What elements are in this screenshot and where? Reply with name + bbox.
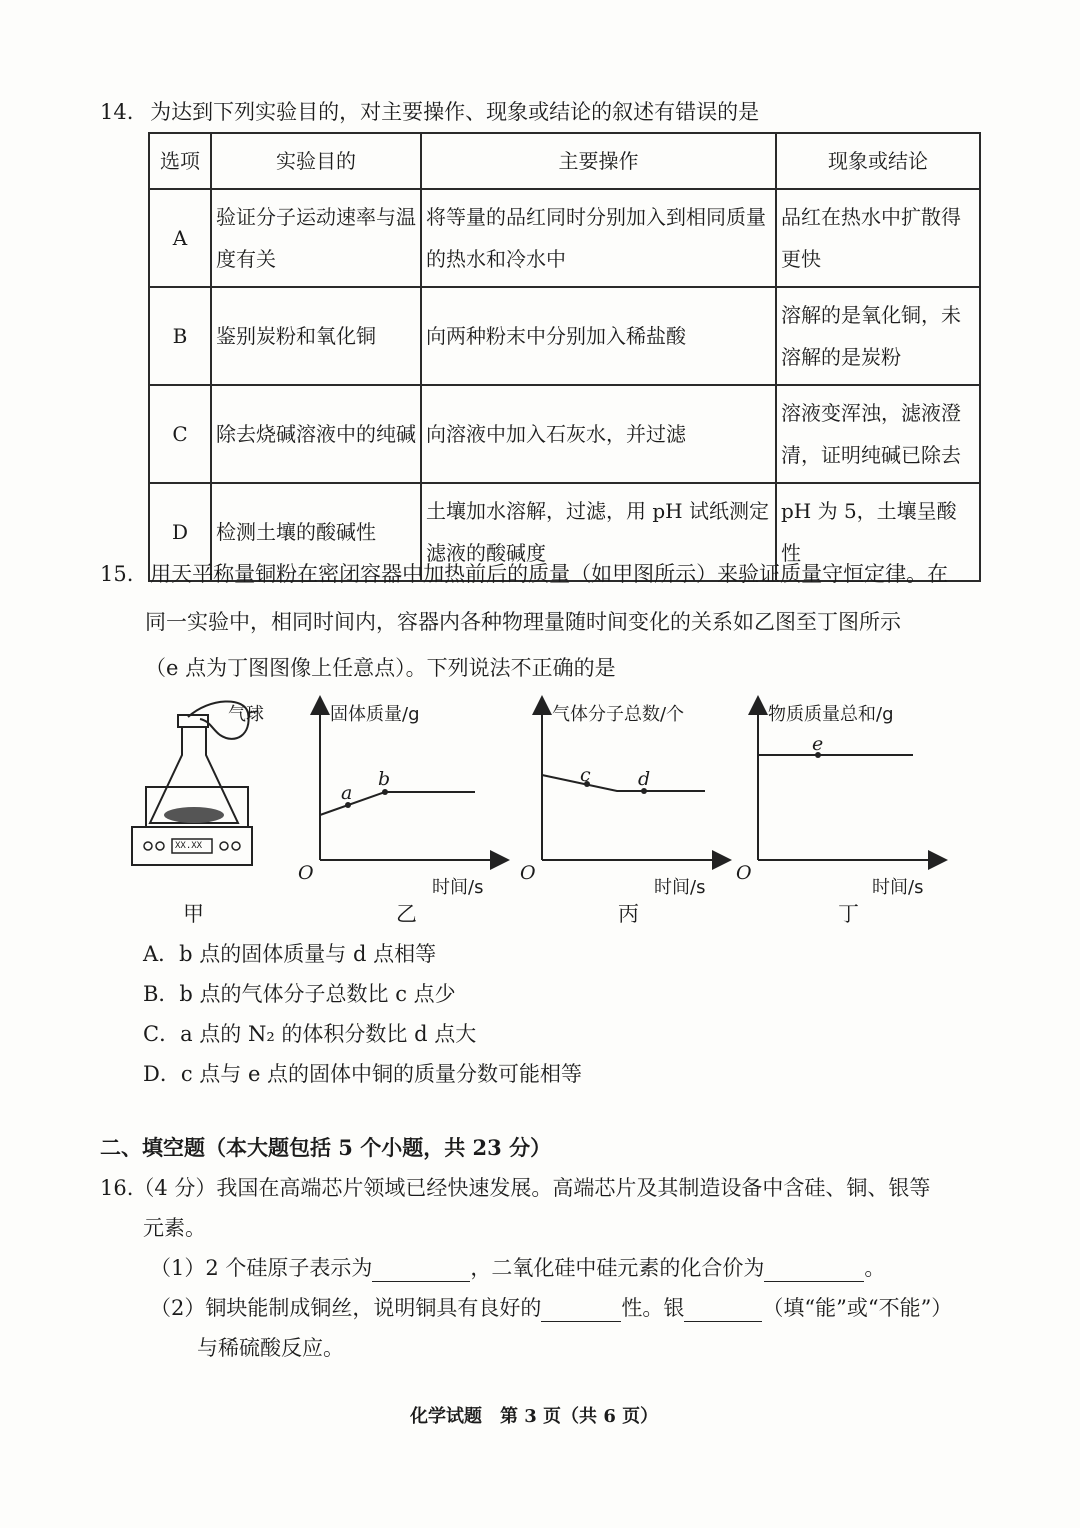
options-table	[148, 132, 981, 582]
row-option: B	[149, 287, 211, 385]
row-option: C	[149, 385, 211, 483]
row-result: pH 为 5，土壤呈酸性	[781, 499, 957, 565]
option-d: D．c 点与 e 点的固体中铜的质量分数可能相等	[143, 1062, 583, 1086]
row-result: 溶液变浑浊，滤液澄清，证明纯碱已除去	[781, 401, 961, 467]
yi-origin: O	[298, 862, 314, 884]
section-title: 二、填空题（本大题包括 5 个小题，共 23 分）	[100, 1135, 552, 1160]
question-number: 14.	[100, 100, 134, 124]
sub2-text-b: 性。银	[621, 1296, 685, 1320]
option-b: B．b 点的气体分子总数比 c 点少	[143, 982, 456, 1006]
sub2-text-c: （填“能”或“不能”）	[762, 1296, 953, 1320]
row-result: 溶解的是氧化铜，未溶解的是炭粉	[781, 303, 961, 369]
ding-ylabel: 物质质量总和/g	[768, 704, 894, 725]
bing-point-d-label: d	[638, 768, 651, 790]
question-stem-line1: 用天平称量铜粉在密闭容器中加热前后的质量（如甲图所示）来验证质量守恒定律。在	[150, 562, 949, 586]
sub1-text-b: ，二氧化硅中硅元素的化合价为	[470, 1256, 765, 1280]
row-goal: 验证分子运动速率与温度有关	[216, 205, 416, 271]
question-16-line1: 16.（4 分）我国在高端芯片领域已经快速发展。高端芯片及其制造设备中含硅、铜、银等	[100, 1176, 931, 1200]
bing-origin: O	[520, 862, 536, 884]
header-goal: 实验目的	[211, 133, 421, 189]
row-option: A	[149, 189, 211, 287]
answer-blank-1[interactable]	[372, 1260, 470, 1282]
copper-powder-icon	[164, 807, 224, 823]
question-stem-line2: 同一实验中，相同时间内，容器内各种物理量随时间变化的关系如乙图至丁图所示	[145, 610, 901, 634]
sub1-text-c: 。	[864, 1256, 886, 1280]
bing-xlabel: 时间/s	[654, 877, 706, 898]
header-result: 现象或结论	[776, 133, 980, 189]
header-option: 选项	[149, 133, 211, 189]
row-operation: 向两种粉末中分别加入稀盐酸	[426, 324, 686, 348]
yi-ylabel: 固体质量/g	[330, 704, 420, 725]
row-result: 品红在热水中扩散得更快	[781, 205, 961, 271]
bing-point-c-label: c	[580, 764, 591, 786]
option-c: C．a 点的 N₂ 的体积分数比 d 点大	[143, 1022, 477, 1046]
row-goal: 检测土壤的酸碱性	[216, 520, 376, 544]
sub1-text-a: （1）2 个硅原子表示为	[150, 1256, 373, 1280]
figure-label-bing: 丙	[618, 902, 639, 926]
header-operation: 主要操作	[421, 133, 776, 189]
question-16-sub2-cont: 与稀硫酸反应。	[197, 1336, 344, 1360]
question-number: 15.	[100, 562, 134, 586]
answer-blank-4[interactable]	[684, 1300, 762, 1322]
table-row	[149, 287, 980, 385]
table-row	[149, 189, 980, 287]
row-goal: 鉴别炭粉和氧化铜	[216, 324, 376, 348]
balance-flask-figure	[120, 695, 295, 875]
balloon-label: 气球	[228, 704, 264, 725]
yi-xlabel: 时间/s	[432, 877, 484, 898]
option-a: A．b 点的固体质量与 d 点相等	[143, 942, 437, 966]
answer-blank-2[interactable]	[764, 1260, 864, 1282]
figure-label-ding: 丁	[838, 902, 859, 926]
page-footer: 化学试题 第 3 页（共 6 页）	[410, 1406, 659, 1427]
balance-display: XX.XX	[175, 841, 203, 851]
figure-label-yi: 乙	[396, 902, 417, 926]
question-16-sub1	[150, 1252, 885, 1282]
ding-origin: O	[736, 862, 752, 884]
question-stem-line3: （e 点为丁图图像上任意点）。下列说法不正确的是	[145, 656, 616, 680]
yi-point-b-label: b	[378, 768, 391, 790]
answer-blank-3[interactable]	[541, 1300, 621, 1322]
ding-point-e-label: e	[812, 733, 824, 755]
figure-label-jia: 甲	[183, 902, 204, 926]
question-15	[100, 558, 948, 588]
question-stem: 为达到下列实验目的，对主要操作、现象或结论的叙述有错误的是	[150, 100, 760, 124]
row-goal: 除去烧碱溶液中的纯碱	[216, 422, 416, 446]
table-row	[149, 385, 980, 483]
table-header-row	[149, 133, 980, 189]
question-16-sub2	[150, 1292, 952, 1322]
ding-xlabel: 时间/s	[872, 877, 924, 898]
question-14	[100, 96, 759, 126]
question-16-line2: 元素。	[143, 1216, 206, 1240]
bing-ylabel: 气体分子总数/个	[552, 704, 685, 725]
row-option: D	[149, 483, 211, 581]
sub2-text-a: （2）铜块能制成铜丝，说明铜具有良好的	[150, 1296, 542, 1320]
yi-point-a-label: a	[341, 782, 353, 804]
row-operation: 向溶液中加入石灰水，并过滤	[426, 422, 686, 446]
row-operation: 土壤加水溶解，过滤，用 pH 试纸测定滤液的酸碱度	[426, 499, 769, 565]
series-line	[542, 775, 705, 791]
row-operation: 将等量的品红同时分别加入到相同质量的热水和冷水中	[426, 205, 766, 271]
